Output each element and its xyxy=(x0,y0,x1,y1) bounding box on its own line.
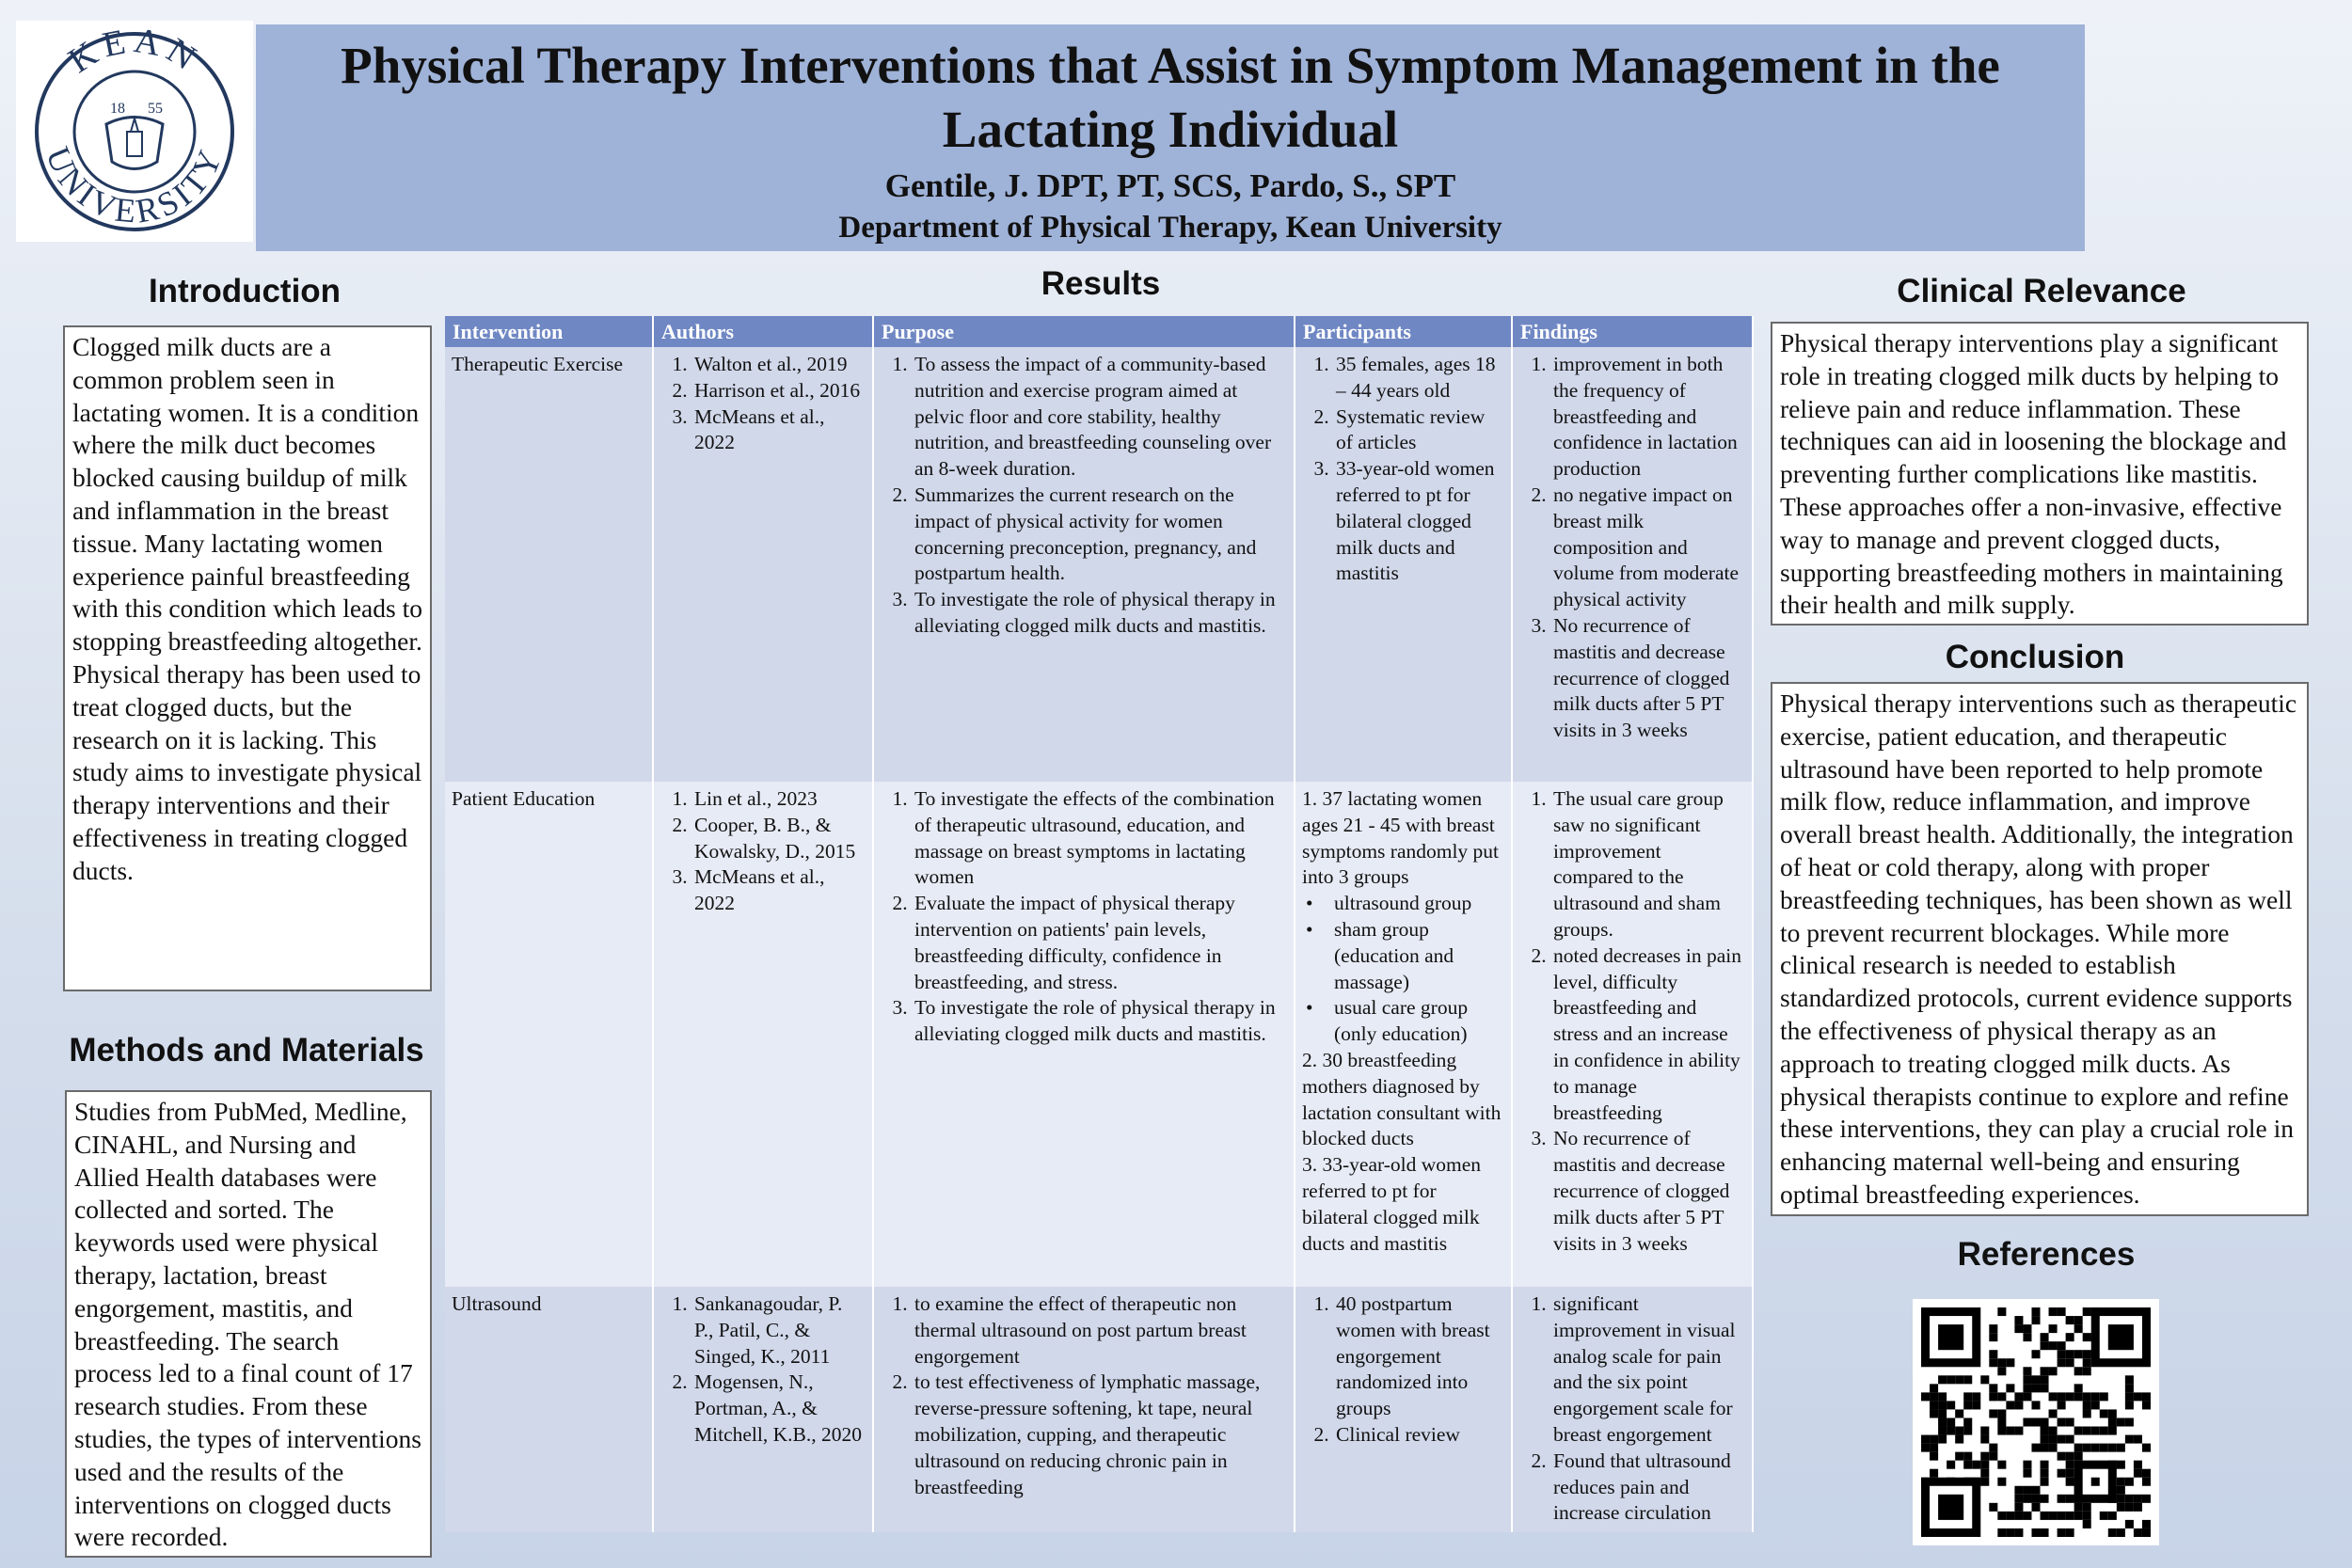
participants-group-2: 2. 30 breastfeeding mothers diagnosed by lactation consultant with blocked ducts xyxy=(1302,1048,1502,1150)
intervention-cell: Ultrasound xyxy=(445,1287,653,1532)
qr-code-icon[interactable] xyxy=(1913,1299,2159,1545)
list-item: 2. Evaluate the impact of physical therapy intervention on patients' pain levels, breastfeeding difficulty, confidence in breastfeeding, and stress. xyxy=(913,891,1287,995)
svg-text:UNIVERSITY: UNIVERSITY xyxy=(39,141,230,230)
svg-text:18: 18 xyxy=(110,101,125,117)
column-header: Authors xyxy=(653,316,873,347)
introduction-heading: Introduction xyxy=(148,273,342,309)
list-item: 2. no negative impact on breast milk composition and volume from moderate physical activity xyxy=(1551,483,1745,613)
list-item: 1. Lin et al., 2023 xyxy=(692,786,866,813)
qr-code-pattern xyxy=(1913,1299,2159,1545)
list-item: 1. 40 postpartum women with breast engorgement randomized into groups xyxy=(1334,1291,1504,1422)
list-item: 1. Walton et al., 2019 xyxy=(692,352,866,378)
list-item: 3. No recurrence of mastitis and decrease recurrence of clogged milk ducts after 5 PT visits in 3 weeks xyxy=(1551,613,1745,744)
list-item: 2. Systematic review of articles xyxy=(1334,404,1504,457)
list-item: • sham group (education and massage) xyxy=(1334,917,1504,995)
list-item: 1. 35 females, ages 18 – 44 years old xyxy=(1334,352,1504,404)
purpose-cell xyxy=(873,347,1295,782)
participants-cell xyxy=(1295,1287,1512,1532)
column-header: Intervention xyxy=(445,316,653,347)
list-item: • usual care group (only education) xyxy=(1334,995,1504,1048)
participants-group-1: 1. 37 lactating women ages 21 - 45 with breast symptoms randomly put into 3 groups xyxy=(1302,787,1500,889)
findings-cell xyxy=(1512,347,1753,782)
list-item: 2. Harrison et al., 2016 xyxy=(692,378,866,404)
participants-group-3: 3. 33-year-old women referred to pt for bilateral clogged milk ducts and mastitis xyxy=(1302,1153,1482,1255)
introduction-text: Clogged milk ducts are a common problem seen in lactating women. It is a condition where the milk duct becomes blocked causing buildup of milk and inflammation in the breast tissue. Many lactating women experience painful breastfeeding with this condition which leads to stopping breastfeeding altogether. Physical therapy has been used to treat clogged ducts, but the research on it is lacking. This study aims to investigate physical therapy interventions and their effectiveness in treating clogged ducts. xyxy=(63,325,432,991)
list-item: 2. Cooper, B. B., & Kowalsky, D., 2015 xyxy=(692,813,866,865)
authors-cell xyxy=(653,1287,873,1532)
list-item: 3. No recurrence of mastitis and decrease recurrence of clogged milk ducts after 5 PT visits in 3 weeks xyxy=(1551,1126,1745,1257)
conclusion-heading: Conclusion xyxy=(1945,639,2125,675)
intervention-cell: Patient Education xyxy=(445,782,653,1287)
clinical-relevance-heading: Clinical Relevance xyxy=(1897,273,2186,309)
list-item: 3. To investigate the role of physical therapy in alleviating clogged milk ducts and mastitis. xyxy=(913,587,1287,640)
list-item: 1. Sankanagoudar, P. P., Patil, C., & Singed, K., 2011 xyxy=(692,1291,866,1370)
table-row xyxy=(445,1287,1753,1532)
table-row xyxy=(445,782,1753,1287)
results-table xyxy=(445,316,1754,1532)
seal-icon xyxy=(16,21,253,242)
list-item: 1. significant improvement in visual analog scale for pain and the six point engorgement scale for breast engorgement xyxy=(1551,1291,1745,1449)
poster-authors: Gentile, J. DPT, PT, SCS, Pardo, S., SPT xyxy=(884,167,1456,204)
participants-cell xyxy=(1295,347,1512,782)
list-item: 3. To investigate the role of physical therapy in alleviating clogged milk ducts and mastitis. xyxy=(913,995,1287,1048)
poster-title: Physical Therapy Interventions that Assist in Symptom Management in the Lactating Individual xyxy=(341,37,2000,158)
conclusion-text: Physical therapy interventions such as therapeutic exercise, patient education, and therapeutic ultrasound have been reported to help promote milk flow, reduce inflammation, and improve overall breast health. Additionally, the integration of heat or cold therapy, along with proper breastfeeding techniques, has been shown as well to prevent recurrent blockages. While more clinical research is needed to establish standardized protocols, current evidence supports the effectiveness of physical therapy as an approach to treating clogged milk ducts. As physical therapists continue to explore and refine these interventions, they can play a crucial role in enhancing maternal well-being and ensuring optimal breastfeeding experiences. xyxy=(1771,682,2309,1216)
list-item: 1. The usual care group saw no significant improvement compared to the ultrasound and sham groups. xyxy=(1551,786,1745,943)
authors-cell xyxy=(653,782,873,1287)
list-item: 2. Summarizes the current research on the impact of physical activity for women concerning preconception, pregnancy, and postpartum health. xyxy=(913,483,1287,587)
table-header-row xyxy=(445,316,1753,347)
column-header: Findings xyxy=(1512,316,1753,347)
purpose-cell xyxy=(873,1287,1295,1532)
list-item: 2. Mogensen, N., Portman, A., & Mitchell, K.B., 2020 xyxy=(692,1370,866,1448)
purpose-cell xyxy=(873,782,1295,1287)
column-header: Participants xyxy=(1295,316,1512,347)
svg-text:KEAN: KEAN xyxy=(61,21,208,82)
list-item: • ultrasound group xyxy=(1334,891,1504,917)
list-item: 3. 33-year-old women referred to pt for bilateral clogged milk ducts and mastitis xyxy=(1334,456,1504,587)
column-header: Purpose xyxy=(873,316,1295,347)
list-item: 2. Clinical review xyxy=(1334,1422,1504,1449)
participants-cell xyxy=(1295,782,1512,1287)
poster-header xyxy=(256,24,2085,251)
findings-cell xyxy=(1512,782,1753,1287)
intervention-cell: Therapeutic Exercise xyxy=(445,347,653,782)
list-item: 1. to examine the effect of therapeutic non thermal ultrasound on post partum breast engorgement xyxy=(913,1291,1287,1370)
methods-heading: Methods and Materials xyxy=(69,1032,424,1069)
list-item: 3. McMeans et al., 2022 xyxy=(692,864,866,917)
clinical-relevance-text: Physical therapy interventions play a significant role in treating clogged milk ducts by helping to relieve pain and reduce inflammation. These techniques can aid in loosening the blockage and preventing further complications like mastitis. These approaches offer a non-invasive, effective way to manage and prevent clogged ducts, supporting breastfeeding mothers in maintaining their health and milk supply. xyxy=(1771,322,2309,626)
list-item: 2. Found that ultrasound reduces pain and increase circulation xyxy=(1551,1449,1745,1527)
methods-text: Studies from PubMed, Medline, CINAHL, and Nursing and Allied Health databases were collected and sorted. The keywords used were physical therapy, lactation, breast engorgement, mastitis, and breastfeeding. The search process led to a final count of 17 research studies. From these studies, the types of interventions used and the results of the interventions on clogged ducts were recorded. xyxy=(65,1090,432,1558)
results-heading: Results xyxy=(1041,265,1161,302)
references-heading: References xyxy=(1957,1236,2136,1273)
poster-department: Department of Physical Therapy, Kean University xyxy=(838,211,1502,245)
kean-university-logo xyxy=(16,21,253,242)
list-item: 1. To investigate the effects of the combination of therapeutic ultrasound, education, and massage on breast symptoms in lactating women xyxy=(913,786,1287,891)
list-item: 2. to test effectiveness of lymphatic massage, reverse-pressure softening, kt tape, neural mobilization, cupping, and therapeutic ultrasound on reducing chronic pain in breastfeeding xyxy=(913,1370,1287,1500)
list-item: 1. improvement in both the frequency of breastfeeding and confidence in lactation production xyxy=(1551,352,1745,483)
authors-cell xyxy=(653,347,873,782)
list-item: 2. noted decreases in pain level, difficulty breastfeeding and stress and an increase in confidence in ability to manage breastfeeding xyxy=(1551,943,1745,1127)
list-item: 3. McMeans et al., 2022 xyxy=(692,404,866,457)
list-item: 1. To assess the impact of a community-based nutrition and exercise program aimed at pelvic floor and core stability, healthy nutrition, and breastfeeding counseling over an 8-week duration. xyxy=(913,352,1287,483)
findings-cell xyxy=(1512,1287,1753,1532)
svg-text:55: 55 xyxy=(148,101,163,117)
table-row xyxy=(445,347,1753,782)
